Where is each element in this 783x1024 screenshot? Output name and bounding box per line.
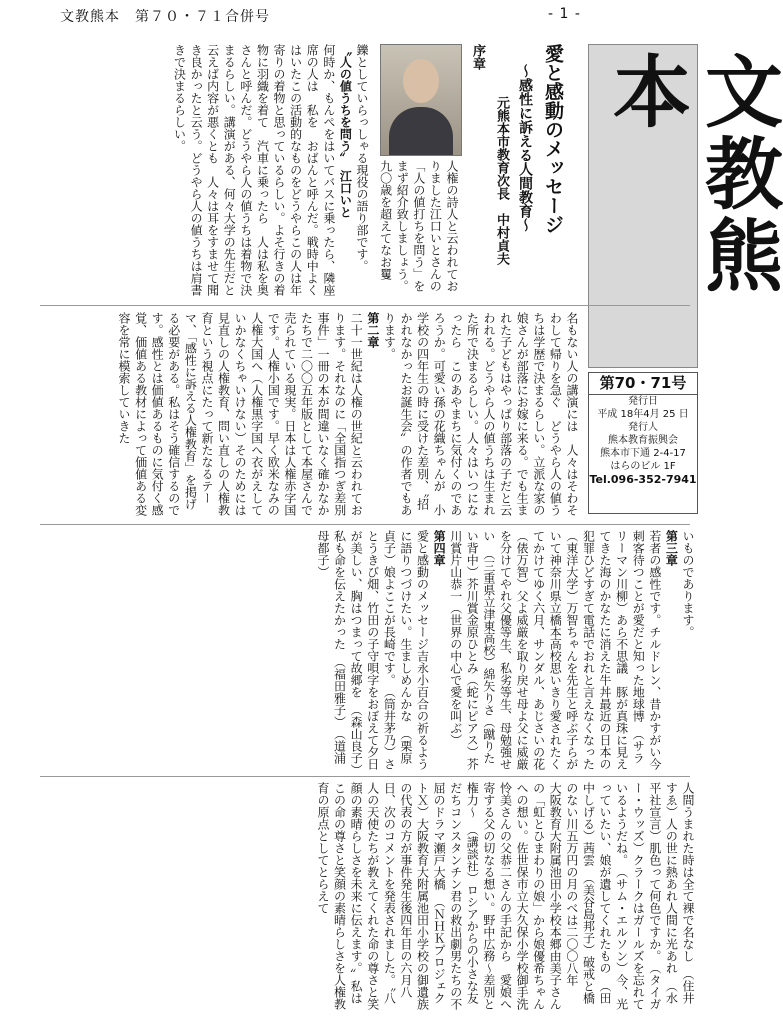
text-para: いものであります。	[681, 530, 695, 638]
publisher-label: 発行人	[628, 422, 658, 433]
chapter2-heading: 第二章	[365, 312, 380, 348]
article-title: 愛と感動のメッセージ	[542, 44, 564, 234]
page-number: - 1 -	[548, 6, 581, 22]
text-block-col1-lower	[40, 44, 370, 300]
poem-title: 〝人の値うちを問う〟 江口いと	[338, 44, 353, 218]
band-divider	[40, 524, 690, 525]
preface-heading: 序章	[470, 44, 485, 70]
text-block-band4	[40, 782, 696, 1014]
telephone: Tel.096-352-7941	[589, 473, 697, 486]
chapter4-heading: 第四章	[432, 530, 447, 566]
text-para: 二十一世紀は人権の世紀と云われております。それなのに「全国指つぎ差別事件」一冊の本が間違いなく確かなかたちで二〇〇五年版として本屋さんで売られている現実。日本は人権赤字国です。人権小国です。早く欧米なみの人権大国へ（人権黒字国へ衣がえしていかなくちゃいけない）そのためには 見直しの人権教育、問い直しの人権教育という視点にたって新たなるテーマ、「感性に訴える人権教育」を掲げる必要がある。私はそう確信するのです。感性とは価値あるものに気付く感覚、価値ある教材によって価値ある変容を常に模索していきた	[116, 312, 364, 528]
photo-head	[403, 59, 439, 103]
photo-body	[389, 107, 453, 155]
issue-info-box	[588, 372, 698, 514]
published-label: 発行日	[628, 396, 658, 407]
author-photo	[380, 44, 462, 156]
band-divider	[40, 776, 690, 777]
page-header-title: 文教熊本 第７０・７１合併号	[60, 9, 270, 25]
text-para: 人間うまれた時は全て裸で名なし （住井すゑ）人の世に熱あれ人間に光あれ （水平社宣言）肌色って何色ですか。 （タイガー・ウッズ）クラークはガールズを忘れているようだね。 （サム・エルソン）今、光っていたい、娘が遺してくれたもの （田中しげる）茜雲 （美谷島邦子）破戒と橋のない川五万円の月のべは二〇〇八年	[564, 782, 695, 1010]
issue-number: 第70・71号	[589, 373, 697, 395]
text-block-band2	[40, 312, 580, 528]
address-line-1: 熊本市下通 2-4-17	[600, 448, 686, 459]
text-para: 人権の詩人と云われておりました江口いとさんの「人の値打ちを問う」をまず紹介致しましょう。九〇歳を超えてなお矍	[378, 160, 459, 292]
published-date: 平成 18年4月 25 日	[597, 409, 689, 420]
article-author: 元熊本市教育次長 中村貞夫	[494, 96, 509, 265]
address-line-2: はらのビル 1F	[610, 461, 676, 472]
poem-body: 何時か、もんぺをはいてバスに乗ったら、隣座席の人は 私を おばんと呼んだ。戦時中よくはいたこの活動的なものをどうやらこの人は年寄りの着物と思っているらしい。よそ行きの着物に羽織を着て 汽車に乗ったら 人は私を奥さんと呼んだ。どうやら人の値うちは着物で決まるらしい。講演がある、何々大学の先生だと云えば内容が悪くとも 人々は耳をすませて聞き良かったと云う。どうやら人の値うちは肩書きで決まるらしい。	[172, 44, 336, 296]
chapter3-heading: 第三章	[664, 530, 679, 566]
text-para: 名もない人の講演には 人々はそわそわして帰りを急ぐ どうやら人の値うちは学歴で決まるらしい。立派な家の娘さんが部落にお嫁に来る。でも生まれた子どもはやっぱり部落の子だと云われる。どうやら人の値うちは生まれた所で決まるらしい。人々はいつになったら このあやまちに気付くのであろうか。可愛い孫の花織ちゃんが 小学校の四年生の時に受けた差別、〝招かれなかったお誕生会〟の作者でもあります。	[382, 312, 579, 516]
text-para: 鑠としていらっしゃる現役の語り部です。	[355, 44, 369, 272]
masthead-title: 文教熊本	[600, 51, 782, 297]
band-divider	[40, 305, 690, 306]
masthead	[588, 44, 782, 368]
article-subtitle: ～感性に訴える人間教育～	[517, 64, 533, 232]
text-para: 愛と感動のメッセージ吉永小百合の祈るように語りつづけたい。生ましめんかな （栗原貞子）娘よここが長崎です。 （筒井茅乃）さとうきび畑、竹田の子守唄字をおぼえて夕日が美しい、胸はつまって故郷を （森山良子）私も命を伝えたかった （福田雅子） （道浦母都子）	[315, 530, 430, 770]
text-para: 若者の感性です。チルドレン、昔かすがい今刺客待つことが愛だと知った地球博 （サラリーマン川柳）あら不思議 豚が真珠に見えてきた海のかなたに消えた牛丼最近の日本の犯罪ひどすぎて電話でおれと言えなくなった （東洋大学）万智ちゃんを先生と呼ぶ子らがいて神奈川県立橋本高校思いきり愛されたくてかけてゆく六月、サンダル、あじさいの花 （俵万智）父よ威厳を取り戻せ母よ父に威厳を分けてやれ父優等生、私劣等生、母勉強せい （三重県立津東高校）綿矢りさ（蹴りたい背中）芥川賞金原ひとみ（蛇にピアス）芥川賞片山恭一（世界の中心で愛を叫ぶ）	[448, 530, 662, 782]
text-para: 大阪教育大附属池田小学校本郷由美子さんの「虹とひまわりの娘」から娘優希ちゃんへの想い。佐世保市立大久保小学校御手洗怜美さんの父恭二さんの手記から 愛娘へ寄する父の切なる想い。野中広務～差別と権力～ （講談社）ロシアからの小さな友だちコンスタンチン君の救出劇男たちの不屈のドラマ瀬戸大橋 （ＮＨＫプロジェクトＸ）大阪教育大附属池田小学校の御遺族の代表の方が事件発生後四年目の六月八日、次のコメントを発表されました。〝八人の天使たちが教えてくれた命の尊さと笑顔の素晴らしさを未来に伝えます。〟私はこの命の尊さと笑顔の素晴らしさを人権教育の原点としてとらえて	[315, 782, 563, 1010]
text-block-band3	[40, 530, 696, 782]
publisher-name: 熊本教育振興会	[608, 435, 678, 446]
